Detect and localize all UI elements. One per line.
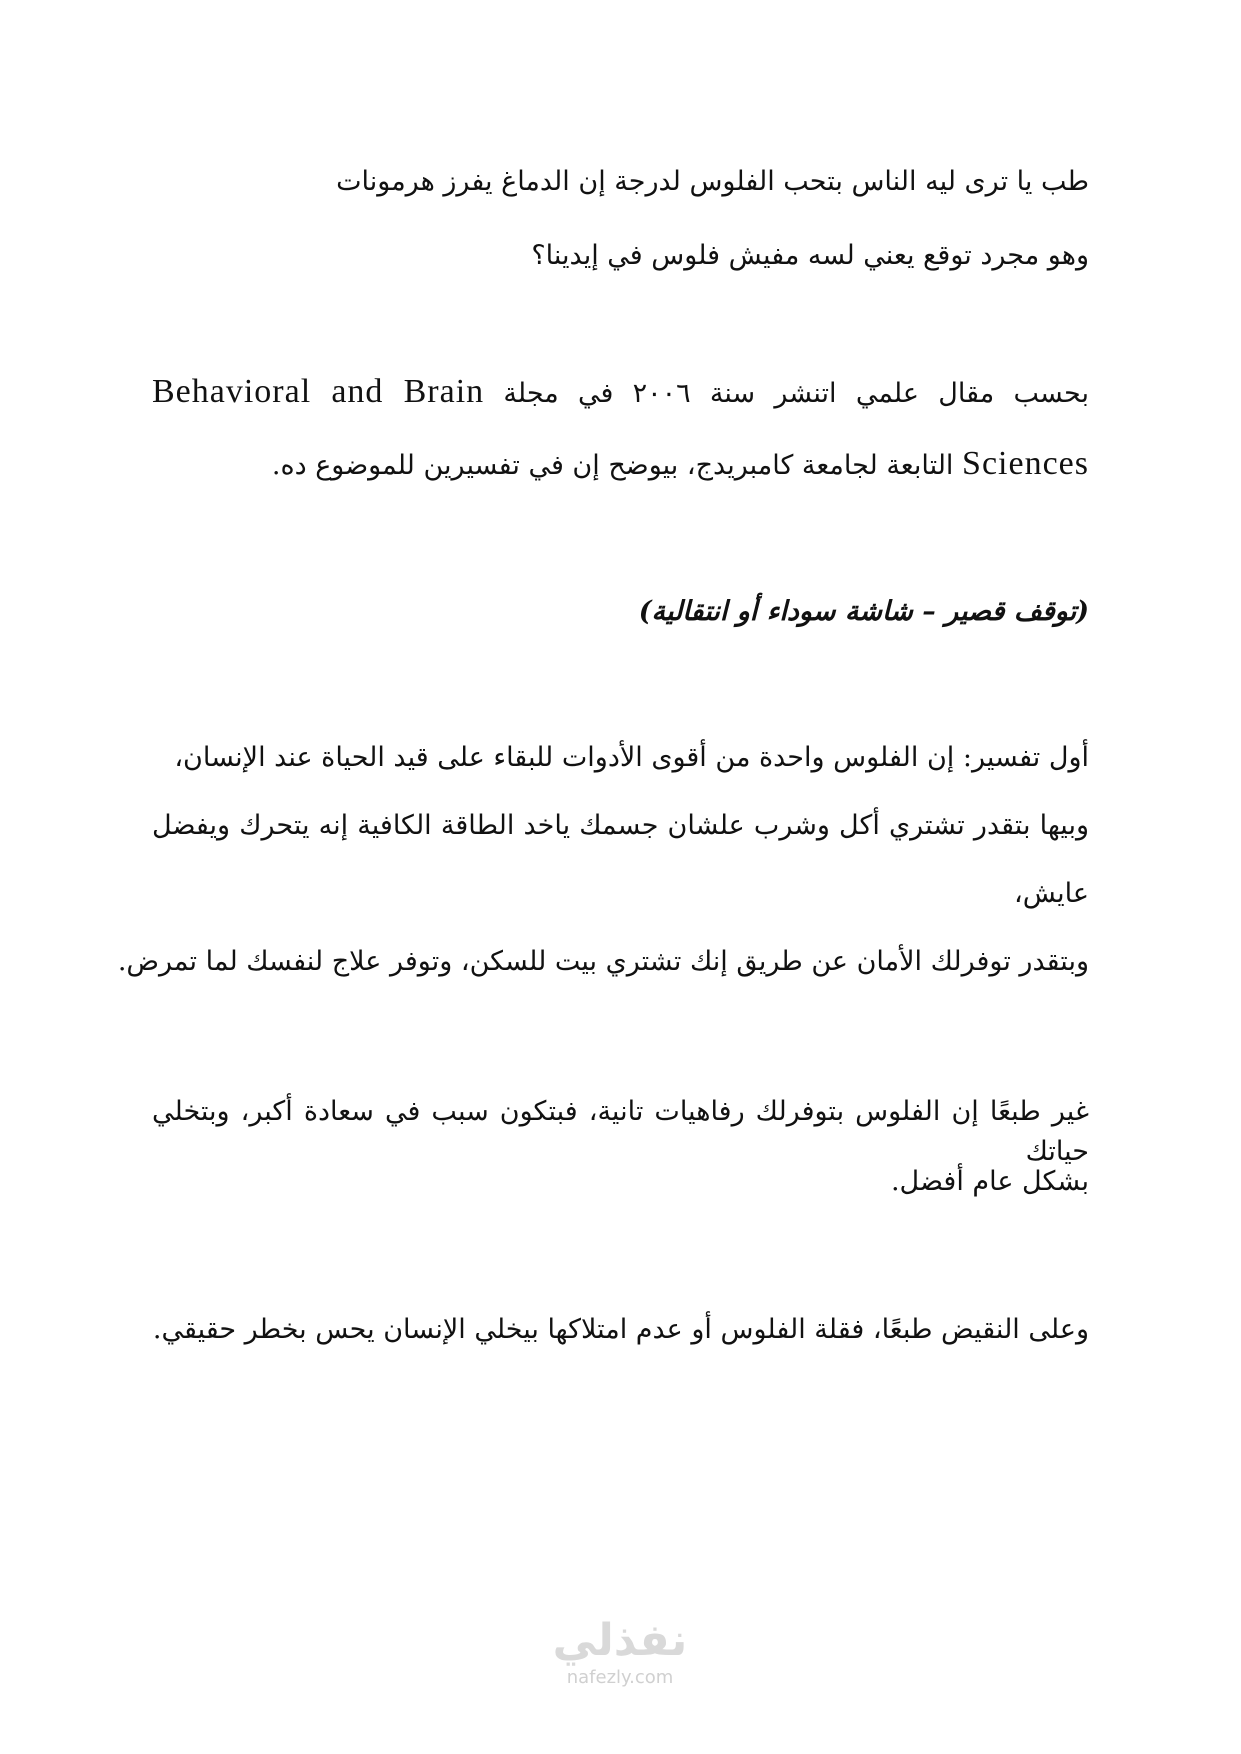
journal-name-part-2: Sciences: [962, 445, 1089, 482]
paragraph-2-line-1: [152, 372, 1089, 414]
watermark-url: nafezly.com: [566, 1667, 674, 1688]
paragraph-3-line-1: أول تفسير: إن الفلوس واحدة من أقوى الأدوات للبقاء على قيد الحياة عند الإنسان،: [174, 742, 1089, 773]
paragraph-4-line-1: غير طبعًا إن الفلوس بتوفرلك رفاهيات تانية، فبتكون سبب في سعادة أكبر، وبتخلي حياتك: [152, 1096, 1089, 1167]
journal-name-part-1: Behavioral and Brain: [152, 373, 485, 410]
paragraph-2-line-1-arabic: بحسب مقال علمي اتنشر سنة ٢٠٠٦ في مجلة: [503, 378, 1089, 409]
paragraph-1-line-2: وهو مجرد توقع يعني لسه مفيش فلوس في إيدينا؟: [531, 240, 1089, 271]
paragraph-4-line-2: بشكل عام أفضل.: [890, 1166, 1089, 1197]
paragraph-3-line-2: وبيها بتقدر تشتري أكل وشرب علشان جسمك ياخد الطاقة الكافية إنه يتحرك ويفضل: [152, 810, 1089, 841]
paragraph-1-line-1: طب يا ترى ليه الناس بتحب الفلوس لدرجة إن الدماغ يفرز هرمونات: [336, 166, 1089, 197]
paragraph-2-line-2: [272, 444, 1089, 486]
watermark-logo: نفذلي: [552, 1615, 688, 1666]
paragraph-3-line-4: وبتقدر توفرلك الأمان عن طريق إنك تشتري بيت للسكن، وتوفر علاج لنفسك لما تمرض.: [117, 946, 1089, 977]
nafezly-watermark: [540, 1615, 700, 1689]
paragraph-3-line-3: عايش،: [1014, 878, 1089, 909]
paragraph-2-line-2-arabic: التابعة لجامعة كامبريدج، بيوضح إن في تفسيرين للموضوع ده.: [271, 450, 954, 481]
stage-direction-note: (توقف قصير – شاشة سوداء أو انتقالية): [638, 596, 1089, 627]
paragraph-5-line-1: وعلى النقيض طبعًا، فقلة الفلوس أو عدم امتلاكها بيخلي الإنسان يحس بخطر حقيقي.: [152, 1314, 1089, 1345]
